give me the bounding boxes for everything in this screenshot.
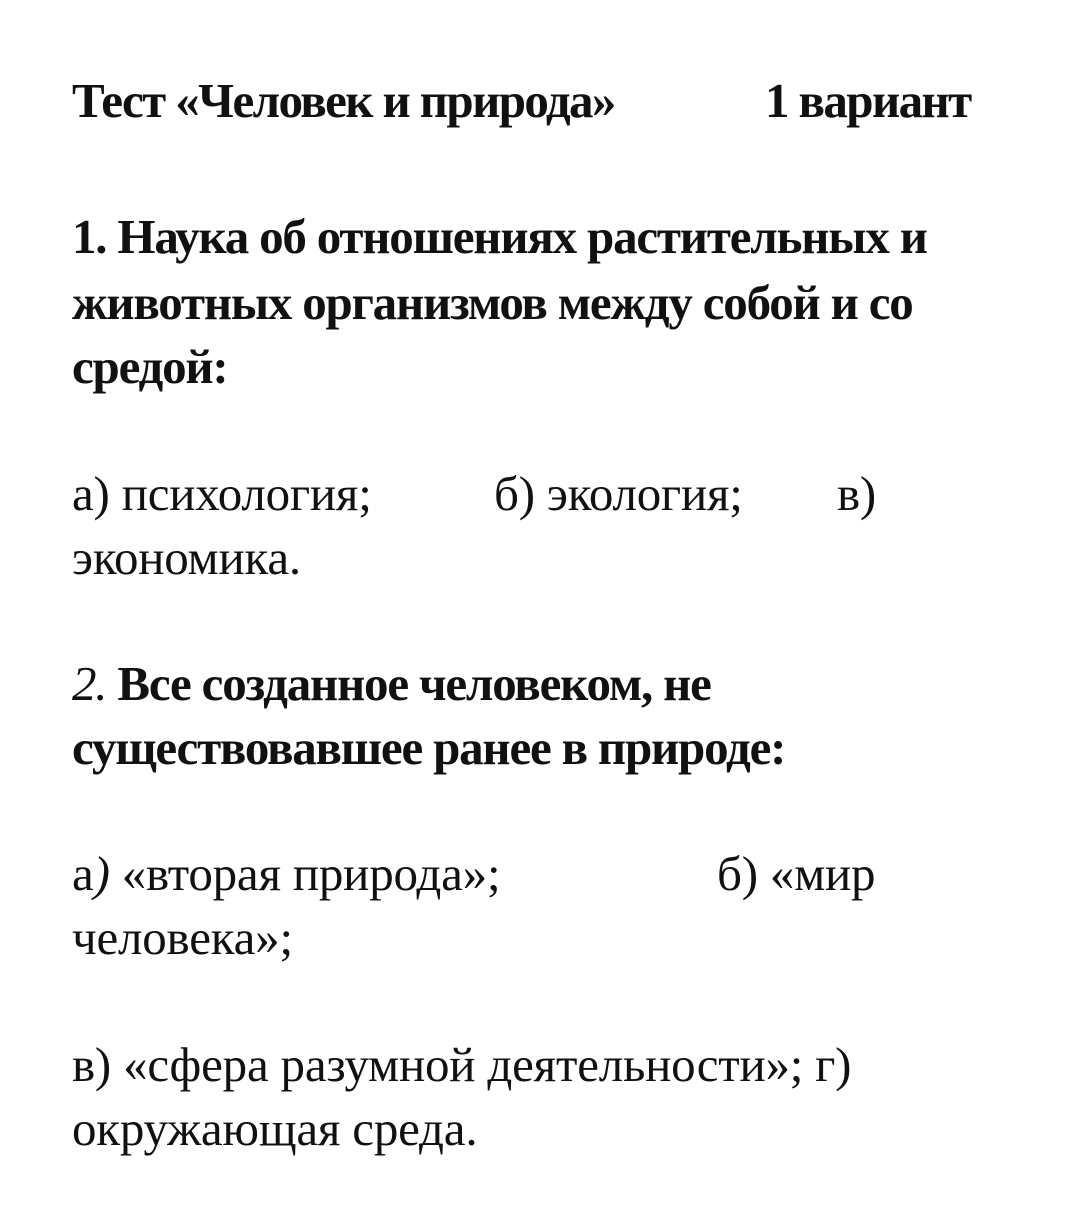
test-variant [765,70,971,132]
question-2-number: 2. [72,656,107,711]
question-1-number: 1. [72,209,107,264]
q1-option-c-continued: экономика. [72,530,301,585]
q2-option-a-letter: а [72,846,94,901]
variant-label: 1 вариант [765,73,971,128]
q2-option-d-continued: окружающая среда. [72,1101,478,1156]
q2-option-b-continued: человека»; [72,910,293,965]
question-1-line-1 [72,206,927,268]
q2-option-c: в) «сфера разумной деятельности»; г) [72,1037,852,1092]
question-2-options-line-3 [72,1034,851,1096]
question-2-line-1 [72,653,711,715]
question-1-text-end: средой: [72,339,228,394]
question-2-text-end: существовавшее ранее в природе: [72,720,786,775]
q2-option-a-paren: ) [93,846,110,901]
question-1-text: Наука об отношениях растительных и [117,209,927,264]
test-title: Тест «Человек и природа» [72,73,615,128]
test-title-line [72,70,615,132]
question-1-text-continued: животных организмов между собой и со [72,275,913,330]
question-2-line-2 [72,717,785,779]
question-2-options-line-4 [72,1098,477,1160]
q2-option-a [72,846,500,901]
question-1-options-line-2 [72,527,301,589]
question-2-options-line-2 [72,907,293,969]
question-2-options-line-1 [72,843,876,905]
q2-option-a-text: «вторая природа»; [109,846,501,901]
question-1-line-3 [72,336,228,398]
question-1-options-line-1 [72,463,877,525]
q1-option-a: а) психология; [72,466,372,521]
q2-option-b: б) «мир [717,846,876,901]
question-2-text: Все созданное человеком, не [117,656,711,711]
question-1-line-2 [72,272,913,334]
q1-option-b: б) экология; [494,466,743,521]
q1-option-c: в) [837,466,877,521]
